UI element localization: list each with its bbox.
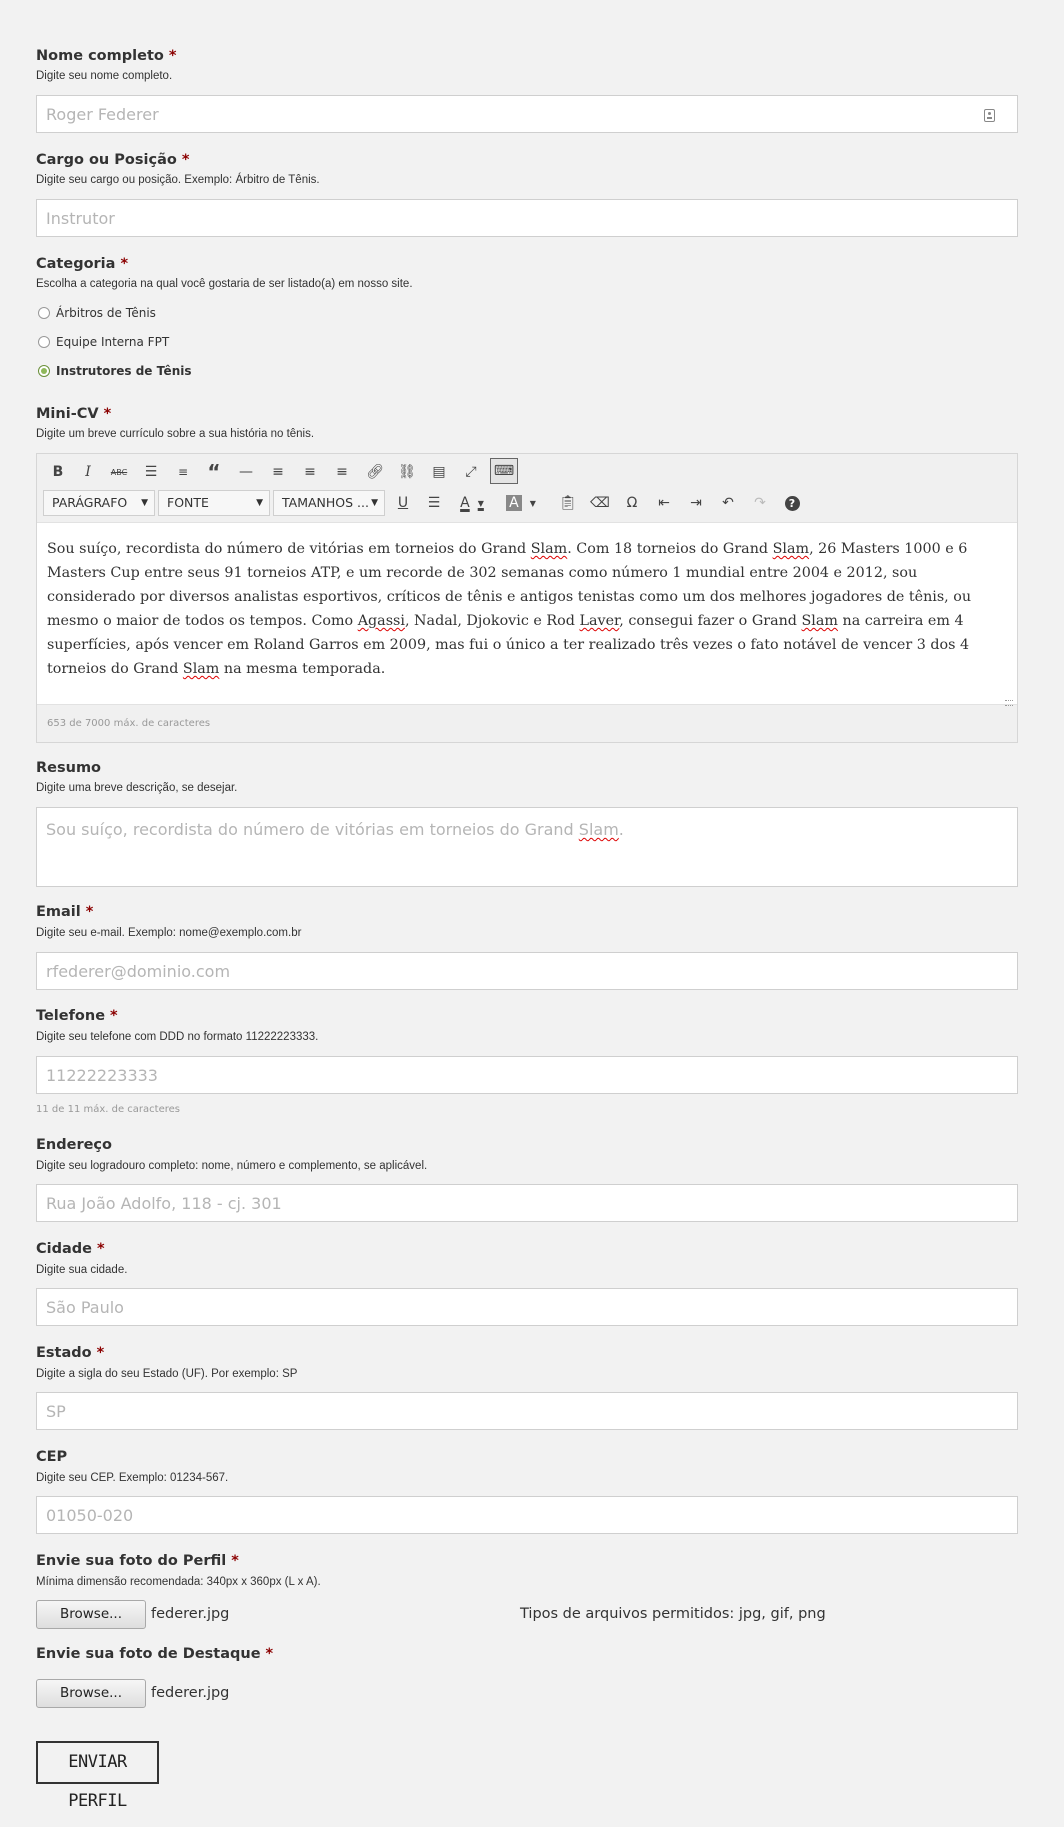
- resize-handle[interactable]: [1005, 700, 1013, 706]
- desc-categoria: Escolha a categoria na qual você gostaria de ser listado(a) em nosso site.: [36, 278, 413, 290]
- email-input[interactable]: rfederer@dominio.com: [36, 952, 1018, 990]
- cep-input[interactable]: 01050-020: [36, 1496, 1018, 1534]
- align-right-icon[interactable]: ≡: [336, 464, 348, 480]
- undo-icon[interactable]: ↶: [722, 495, 734, 511]
- label-minicv: Mini-CV *: [36, 406, 112, 422]
- underline-icon[interactable]: U: [397, 495, 409, 511]
- address-input[interactable]: Rua João Adolfo, 118 - cj. 301: [36, 1184, 1018, 1222]
- desc-nome: Digite seu nome completo.: [36, 70, 173, 82]
- label-telefone: Telefone *: [36, 1008, 118, 1024]
- unlink-icon[interactable]: ⛓︎: [398, 464, 416, 480]
- allowed-file-types: Tipos de arquivos permitidos: jpg, gif, png: [520, 1606, 826, 1622]
- label-estado: Estado *: [36, 1345, 105, 1361]
- radio-arbitros[interactable]: Árbitros de Tênis: [38, 304, 156, 322]
- rich-text-editor: [36, 453, 1018, 743]
- radio-circle[interactable]: [38, 307, 50, 319]
- desc-cidade: Digite sua cidade.: [36, 1264, 128, 1276]
- outdent-icon[interactable]: ⇤: [658, 495, 670, 511]
- chevron-down-icon: ▼: [141, 498, 148, 508]
- strikethrough-icon[interactable]: ABC: [110, 467, 128, 477]
- desc-resumo: Digite uma breve descrição, se desejar.: [36, 782, 238, 794]
- state-input[interactable]: SP: [36, 1392, 1018, 1430]
- desc-telefone: Digite seu telefone com DDD no formato 11222223333.: [36, 1031, 319, 1043]
- radio-instrutores[interactable]: Instrutores de Tênis: [38, 362, 192, 380]
- name-input[interactable]: Roger Federer: [36, 95, 1018, 133]
- blockquote-icon[interactable]: “: [207, 460, 221, 484]
- indent-icon[interactable]: ⇥: [690, 495, 702, 511]
- horizontal-line-icon[interactable]: —: [239, 464, 253, 480]
- label-cep: CEP: [36, 1449, 68, 1465]
- bullet-list-icon[interactable]: ☰: [144, 464, 158, 480]
- align-center-icon[interactable]: ≡: [304, 464, 316, 480]
- editor-content[interactable]: Sou suíço, recordista do número de vitórias em torneios do Grand Slam. Com 18 torneios do Grand Slam, 26 Masters 1000 e 6 Masters Cup entre seus 91 torneios ATP, e um recorde de 302 semanas como número 1 mundial entre 2004 e 2012, sou considerado por diversos analistas esportivos, críticos de tênis e antigos tenistas como um dos melhores jogadores de tênis, ou mesmo o maior de todos os tempos. Como Agassi, Nadal, Djokovic e Rod Laver, consegui fazer o Grand Slam na carreira em 4 superfícies, após vencer em Roland Garros em 2009, mas fui o único a ter realizado três vezes o fato notável de vencer 3 dos 4 torneios do Grand Slam na mesma temporada.: [37, 522, 1017, 705]
- special-character-icon[interactable]: Ω: [626, 495, 638, 511]
- italic-icon[interactable]: I: [85, 464, 91, 480]
- help-icon[interactable]: ?: [779, 491, 805, 515]
- fullscreen-icon[interactable]: ⤢: [465, 464, 477, 480]
- label-email: Email *: [36, 904, 94, 920]
- paragraph-select[interactable]: PARÁGRAFO ▼: [43, 490, 155, 516]
- read-more-icon[interactable]: ▤: [432, 464, 446, 480]
- align-left-icon[interactable]: ≡: [272, 464, 284, 480]
- chevron-down-icon: ▼: [256, 498, 263, 508]
- desc-email: Digite seu e-mail. Exemplo: nome@exemplo.com.br: [36, 927, 302, 939]
- desc-minicv: Digite um breve currículo sobre a sua história no tênis.: [36, 428, 315, 440]
- label-foto-destaque: Envie sua foto de Destaque *: [36, 1646, 274, 1662]
- bold-icon[interactable]: B: [52, 464, 64, 480]
- radio-circle-selected[interactable]: [38, 365, 50, 377]
- link-icon[interactable]: 🔗︎: [366, 464, 384, 480]
- label-categoria: Categoria *: [36, 256, 129, 272]
- profile-photo-browse-button[interactable]: Browse...: [36, 1600, 146, 1629]
- featured-photo-browse-button[interactable]: Browse...: [36, 1679, 146, 1708]
- font-select[interactable]: FONTE ▼: [158, 490, 270, 516]
- numbered-list-icon[interactable]: ≡: [177, 465, 189, 479]
- phone-counter: 11 de 11 máx. de caracteres: [36, 1104, 180, 1115]
- desc-cep: Digite seu CEP. Exemplo: 01234-567.: [36, 1472, 229, 1484]
- label-nome: Nome completo *: [36, 48, 177, 64]
- label-endereco: Endereço: [36, 1137, 112, 1153]
- paste-text-icon[interactable]: 📋︎: [559, 495, 577, 511]
- summary-textarea[interactable]: Sou suíço, recordista do número de vitórias em torneios do Grand Slam.: [36, 807, 1018, 887]
- clear-formatting-icon[interactable]: ⌫: [590, 495, 610, 511]
- background-color-icon[interactable]: A ▼: [501, 491, 541, 515]
- justify-icon[interactable]: ☰: [427, 495, 441, 511]
- phone-input[interactable]: 11222223333: [36, 1056, 1018, 1094]
- desc-cargo: Digite seu cargo ou posição. Exemplo: Árbitro de Tênis.: [36, 174, 320, 186]
- redo-icon[interactable]: ↷: [754, 495, 766, 511]
- toolbar-toggle-icon[interactable]: ⌨: [490, 458, 518, 484]
- label-resumo: Resumo: [36, 760, 102, 776]
- profile-photo-filename: federer.jpg: [151, 1606, 230, 1622]
- minicv-counter: 653 de 7000 máx. de caracteres: [47, 718, 211, 729]
- label-foto-perfil: Envie sua foto do Perfil *: [36, 1553, 239, 1569]
- label-cidade: Cidade *: [36, 1241, 105, 1257]
- desc-endereco: Digite seu logradouro completo: nome, número e complemento, se aplicável.: [36, 1160, 428, 1172]
- chevron-down-icon: ▼: [371, 498, 378, 508]
- city-input[interactable]: São Paulo: [36, 1288, 1018, 1326]
- label-cargo: Cargo ou Posição *: [36, 152, 190, 168]
- font-size-select[interactable]: TAMANHOS ... ▼: [273, 490, 385, 516]
- radio-equipe[interactable]: Equipe Interna FPT: [38, 333, 169, 351]
- desc-estado: Digite a sigla do seu Estado (UF). Por exemplo: SP: [36, 1368, 298, 1380]
- text-color-icon[interactable]: A ▼: [460, 495, 484, 511]
- position-input[interactable]: Instrutor: [36, 199, 1018, 237]
- desc-foto-perfil: Mínima dimensão recomendada: 340px x 360px (L x A).: [36, 1576, 321, 1588]
- contact-card-icon[interactable]: [984, 109, 995, 122]
- submit-profile-button[interactable]: ENVIAR PERFIL: [36, 1741, 159, 1784]
- featured-photo-filename: federer.jpg: [151, 1685, 230, 1701]
- radio-circle[interactable]: [38, 336, 50, 348]
